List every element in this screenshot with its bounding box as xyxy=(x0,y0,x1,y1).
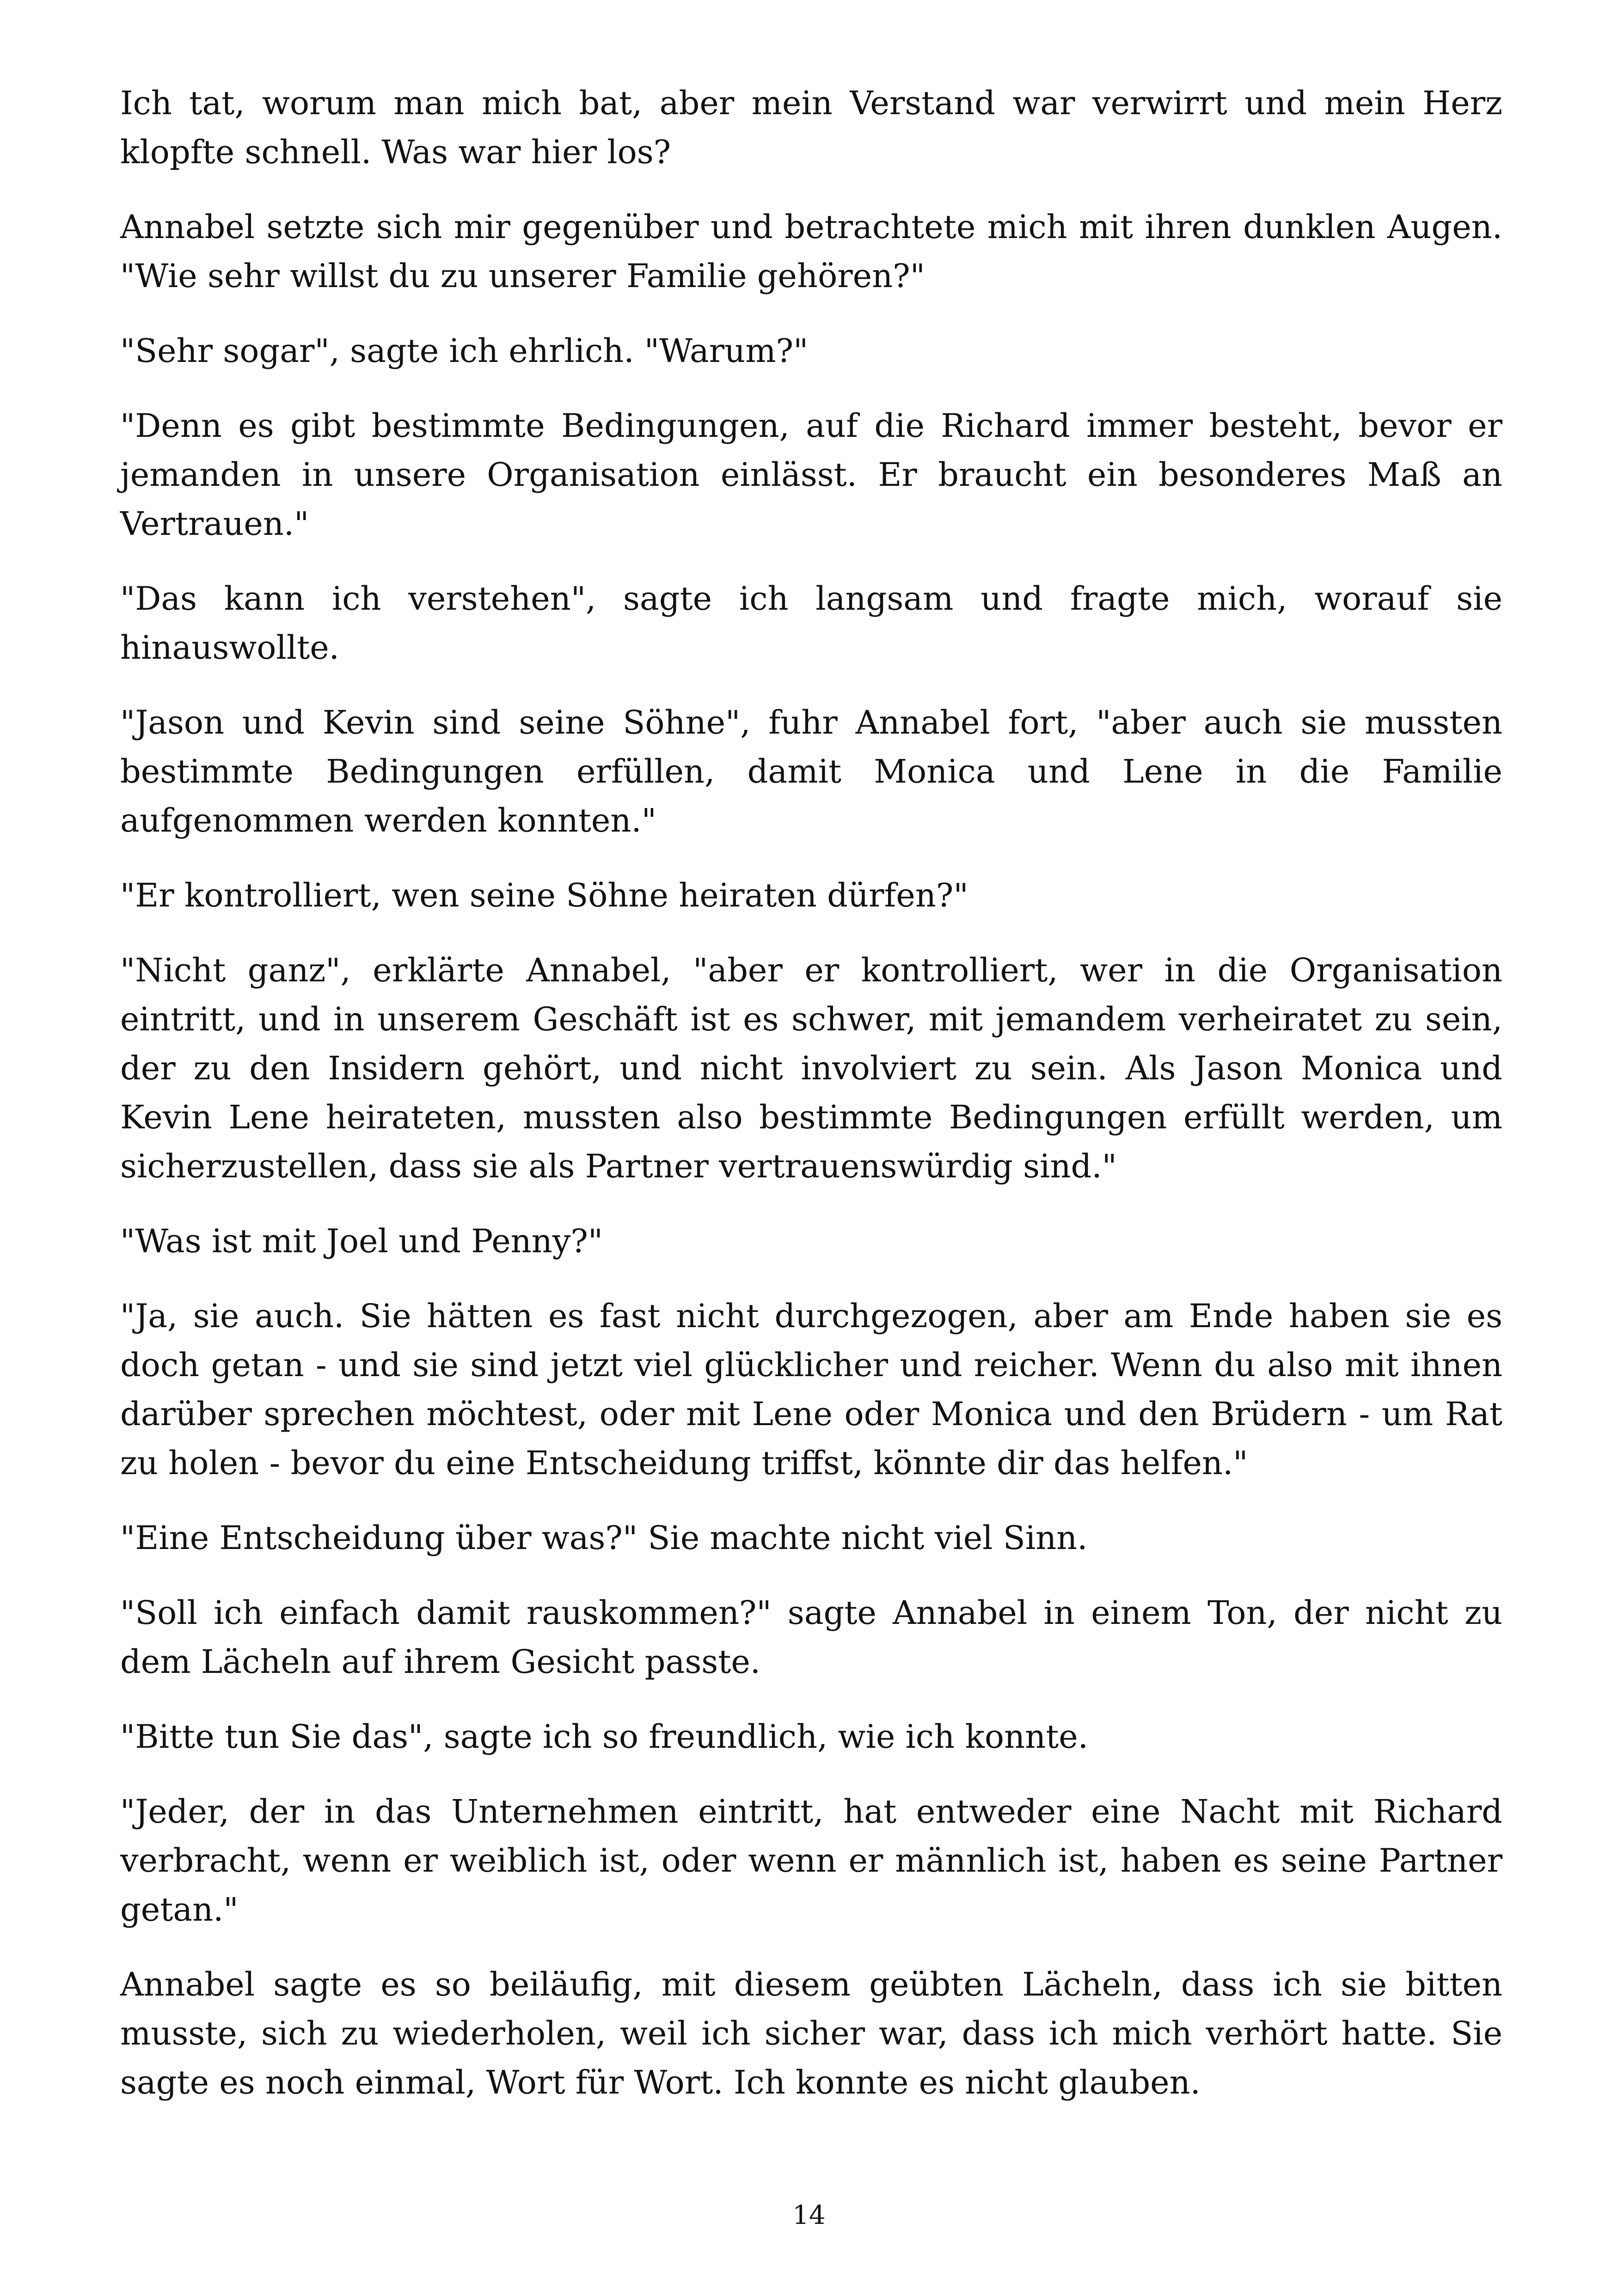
page-number: 14 xyxy=(792,2200,826,2230)
paragraph-1: Ich tat, worum man mich bat, aber mein Verstand war verwirrt und mein Herz klopfte schnell. Was war hier los? xyxy=(120,84,1502,171)
document-body xyxy=(120,79,1502,2133)
paragraph-3: "Sehr sogar", sagte ich ehrlich. "Warum?" xyxy=(120,332,809,370)
paragraph-14: "Jeder, der in das Unternehmen eintritt, hat entweder eine Nacht mit Richard verbracht, wenn er weiblich ist, oder wenn er männlich ist, haben es seine Partner getan." xyxy=(120,1793,1502,1929)
paragraph-6: "Jason und Kevin sind seine Söhne", fuhr Annabel fort, "aber auch sie mussten bestimmte Bedingungen erfüllen, damit Monica und Lene in die Familie aufgenommen werden konnten." xyxy=(120,704,1502,839)
paragraph-4: "Denn es gibt bestimmte Bedingungen, auf die Richard immer besteht, bevor er jemanden in unsere Organisation einlässt. Er braucht ein besonderes Maß an Vertrauen." xyxy=(120,407,1502,543)
paragraph-10: "Ja, sie auch. Sie hätten es fast nicht durchgezogen, aber am Ende haben sie es doch getan - und sie sind jetzt viel glücklicher und reicher. Wenn du also mit ihnen darüber sprechen möchtest, oder mit Lene oder Monica und den Brüdern - um Rat zu holen - bevor du eine Entscheidung triffst, könnte dir das helfen." xyxy=(120,1297,1502,1482)
paragraph-12: "Soll ich einfach damit rauskommen?" sagte Annabel in einem Ton, der nicht zu dem Lächeln auf ihrem Gesicht passte. xyxy=(120,1594,1502,1681)
paragraph-15: Annabel sagte es so beiläufig, mit diesem geübten Lächeln, dass ich sie bitten musste, sich zu wiederholen, weil ich sicher war, dass ich mich verhört hatte. Sie sagte es noch einmal, Wort für Wort. Ich konnte es nicht glauben. xyxy=(120,1965,1502,2101)
paragraph-8: "Nicht ganz", erklärte Annabel, "aber er kontrolliert, wer in die Organisation eintritt, und in unserem Geschäft ist es schwer, mit jemandem verheiratet zu sein, der zu den Insidern gehört, und nicht involviert zu sein. Als Jason Monica und Kevin Lene heirateten, mussten also bestimmte Bedingungen erfüllt werden, um sicherzustellen, dass sie als Partner vertrauenswürdig sind." xyxy=(120,951,1502,1185)
paragraph-9: "Was ist mit Joel und Penny?" xyxy=(120,1222,603,1260)
paragraph-13: "Bitte tun Sie das", sagte ich so freundlich, wie ich konnte. xyxy=(120,1718,1088,1756)
paragraph-5: "Das kann ich verstehen", sagte ich langsam und fragte mich, worauf sie hinauswollte. xyxy=(120,580,1502,667)
paragraph-7: "Er kontrolliert, wen seine Söhne heiraten dürfen?" xyxy=(120,876,968,914)
paragraph-11: "Eine Entscheidung über was?" Sie machte nicht viel Sinn. xyxy=(120,1519,1088,1557)
paragraph-2: Annabel setzte sich mir gegenüber und betrachtete mich mit ihren dunklen Augen. "Wie sehr willst du zu unserer Familie gehören?" xyxy=(120,208,1502,295)
